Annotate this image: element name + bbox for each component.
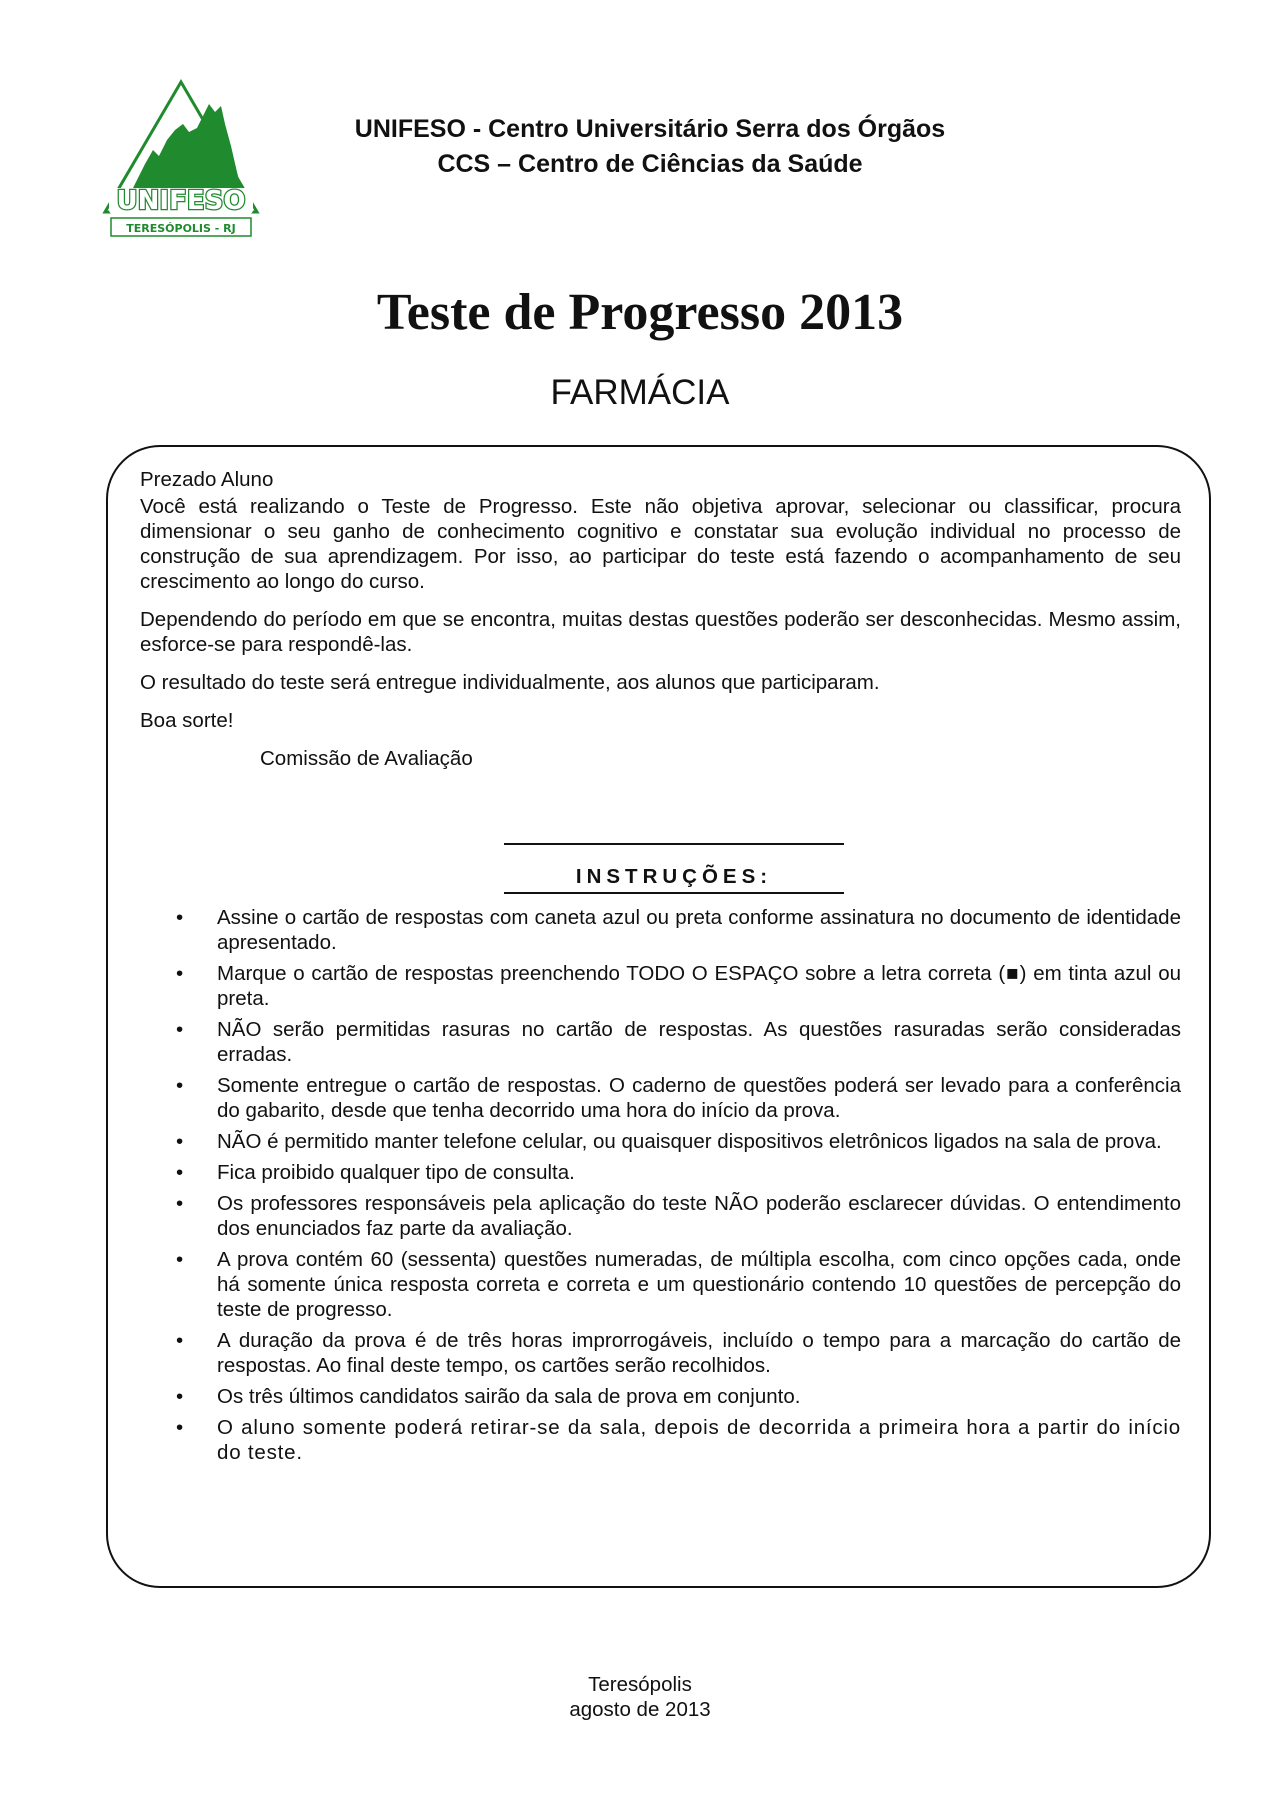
list-item — [140, 1247, 1181, 1322]
instructions-rule-top — [504, 843, 844, 845]
bullet-icon: • — [176, 1130, 184, 1153]
list-item — [140, 905, 1181, 955]
instruction-text: A duração da prova é de três horas improrrogáveis, incluído o tempo para a marcação do cartão de respostas. Ao final deste tempo, os cartões serão recolhidos. — [217, 1329, 1181, 1377]
difficulty-paragraph: Dependendo do período em que se encontra, muitas destas questões poderão ser desconhecidas. Mesmo assim, esforce-se para respondê-las. — [140, 608, 1181, 656]
closing: Boa sorte! — [140, 709, 234, 732]
salutation: Prezado Aluno — [140, 468, 274, 491]
instruction-text: Os professores responsáveis pela aplicação do teste NÃO poderão esclarecer dúvidas. O entendimento dos enunciados faz parte da avaliação. — [217, 1192, 1181, 1240]
institution-name: UNIFESO - Centro Universitário Serra dos Órgãos — [354, 115, 946, 143]
list-item — [140, 1129, 1181, 1154]
instructions-list — [140, 905, 1181, 1471]
list-item — [140, 1415, 1181, 1465]
instructions-rule-bottom — [504, 892, 844, 894]
instruction-text: NÃO é permitido manter telefone celular, ou quaisquer dispositivos eletrônicos ligados na sala de prova. — [217, 1130, 1162, 1153]
list-item — [140, 1073, 1181, 1123]
list-item — [140, 1328, 1181, 1378]
footer-date: agosto de 2013 — [569, 1698, 711, 1721]
box-content — [140, 467, 1181, 1464]
bullet-icon: • — [176, 1385, 184, 1408]
intro-paragraph: Você está realizando o Teste de Progresso. Este não objetiva aprovar, selecionar ou classificar, procura dimensionar o seu ganho de conhecimento cognitivo e constatar sua evolução individual no processo de construção de sua aprendizagem. Por isso, ao participar do teste está fazendo o acompanhamento de seu crescimento ao longo do curso. — [140, 495, 1181, 593]
list-item — [140, 961, 1181, 1011]
instruction-text: NÃO serão permitidas rasuras no cartão de respostas. As questões rasuradas serão consideradas erradas. — [217, 1018, 1181, 1066]
bullet-icon: • — [176, 1416, 184, 1439]
instructions-box — [106, 445, 1211, 1588]
instruction-text: Os três últimos candidatos sairão da sala de prova em conjunto. — [217, 1385, 801, 1408]
center-name: CCS – Centro de Ciências da Saúde — [437, 150, 863, 178]
unifeso-logo — [97, 76, 265, 240]
instructions-title: INSTRUÇÕES: — [575, 865, 773, 888]
logo-location: TERESÓPOLIS - RJ — [126, 222, 236, 235]
instruction-text: A prova contém 60 (sessenta) questões numeradas, de múltipla escolha, com cinco opções cada, onde há somente única resposta correta e correta e um questionário contendo 10 questões de percepção do teste de progresso. — [217, 1248, 1181, 1321]
list-item — [140, 1384, 1181, 1409]
bullet-icon: • — [176, 1018, 184, 1041]
document-title: Teste de Progresso 2013 — [376, 284, 904, 341]
instruction-text: O aluno somente poderá retirar-se da sala, depois de decorrida a primeira hora a partir do início do teste. — [217, 1416, 1181, 1464]
course-name: FARMÁCIA — [550, 373, 730, 412]
instruction-text: Marque o cartão de respostas preenchendo TODO O ESPAÇO sobre a letra correta (■) em tinta azul ou preta. — [217, 962, 1181, 1010]
institution-header — [300, 112, 1000, 182]
list-item — [140, 1191, 1181, 1241]
instruction-text: Assine o cartão de respostas com caneta azul ou preta conforme assinatura no documento de identidade apresentado. — [217, 906, 1181, 954]
bullet-icon: • — [176, 1248, 184, 1271]
bullet-icon: • — [176, 1192, 184, 1215]
footer — [0, 1672, 1280, 1722]
bullet-icon: • — [176, 1161, 184, 1184]
list-item — [140, 1017, 1181, 1067]
instruction-text: Somente entregue o cartão de respostas. O caderno de questões poderá ser levado para a conferência do gabarito, desde que tenha decorrido uma hora do início da prova. — [217, 1074, 1181, 1122]
signature: Comissão de Avaliação — [260, 747, 473, 770]
bullet-icon: • — [176, 906, 184, 929]
instruction-text: Fica proibido qualquer tipo de consulta. — [217, 1161, 575, 1184]
footer-city: Teresópolis — [588, 1673, 692, 1696]
list-item — [140, 1160, 1181, 1185]
results-paragraph: O resultado do teste será entregue individualmente, aos alunos que participaram. — [140, 671, 880, 694]
bullet-icon: • — [176, 1074, 184, 1097]
bullet-icon: • — [176, 962, 184, 985]
logo-wordmark: UNIFESO — [116, 186, 246, 216]
bullet-icon: • — [176, 1329, 184, 1352]
